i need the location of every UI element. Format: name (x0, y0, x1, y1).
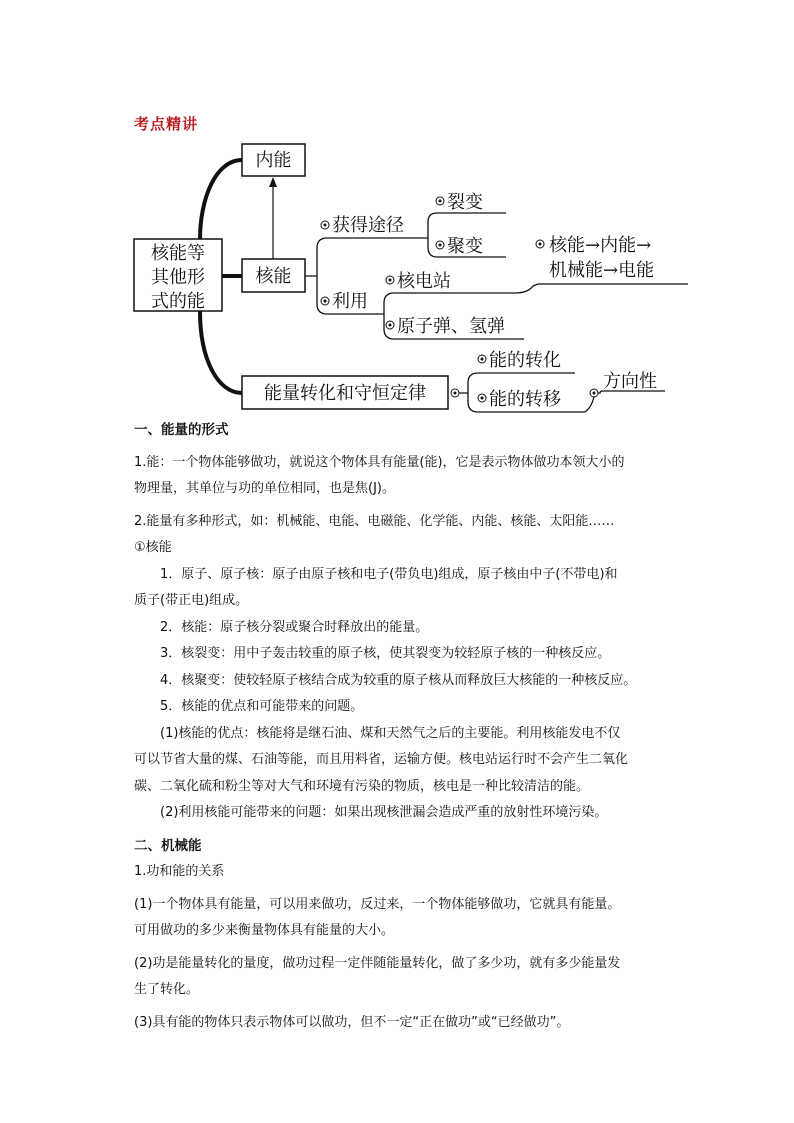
liyong-label: 利用 (332, 291, 368, 312)
point-2b: 生了转化。 (134, 982, 200, 997)
paragraph-1b: 物理量，其单位与功的单位相同，也是焦(J)。 (134, 481, 395, 496)
item-1b: 质子(带正电)组成。 (134, 593, 249, 608)
root-line-3: 式的能 (151, 291, 205, 312)
bullet-dot-icon (539, 243, 542, 246)
connector-dot-icon (454, 392, 457, 395)
mind-map-diagram (0, 0, 794, 420)
root-line-1: 核能等 (151, 243, 205, 264)
section-heading-1: 一、能量的形式 (134, 422, 229, 438)
arrow-head-icon (269, 177, 277, 187)
heneng-label: 核能 (255, 266, 292, 287)
content-body (134, 417, 674, 1036)
fangxiang-label: 方向性 (603, 371, 657, 392)
item-1a: 1．原子、原子核：原子由原子核和电子(带负电)组成，原子核由中子(不带电)和 (160, 566, 618, 582)
hedianzhan-label: 核电站 (397, 271, 451, 292)
bullet-dot-icon (481, 397, 484, 400)
liebian-label: 裂变 (447, 192, 483, 213)
paragraph-2: 2.能量有多种形式，如：机械能、电能、电磁能、化学能、内能、核能、太阳能…… (134, 513, 615, 529)
zhuanhua-label: 能的转化 (489, 350, 561, 371)
page-title: 考点精讲 (134, 115, 199, 133)
item-2: 2．核能：原子核分裂或聚合时释放出的能量。 (160, 619, 429, 635)
branch-liebian (420, 213, 506, 238)
root-line-2: 其他形 (151, 267, 205, 288)
branch-to-neineng (200, 160, 242, 239)
jubian-label: 聚变 (447, 236, 483, 257)
point-3: (3)具有能的物体只表示物体可以做功，但不一定“正在做功”或“已经做功”。 (134, 1014, 570, 1030)
bullet-dot-icon (439, 244, 442, 247)
item-5: 5．核能的优点和可能带来的问题。 (160, 699, 364, 714)
bullet-dot-icon (481, 358, 484, 361)
neineng-label: 内能 (255, 150, 292, 171)
bullet-dot-icon (324, 300, 327, 303)
section-heading-2: 二、机械能 (134, 837, 202, 854)
bullet-dot-icon (389, 279, 392, 282)
branch-to-law (200, 311, 242, 393)
bullet-dot-icon (439, 200, 442, 203)
advantage-a: (1)核能的优点：核能将是继石油、煤和天然气之后的主要能。利用核能发电不仅 (160, 725, 621, 741)
problem: (2)利用核能可能带来的问题：如果出现核泄漏会造成严重的放射性环境污染。 (160, 805, 608, 820)
advantage-c: 碳、二氧化硫和粉尘等对大气和环境有污染的物质，核电是一种比较清洁的能。 (134, 778, 590, 794)
advantage-b: 可以节省大量的煤、石油等能，而且用料省，运输方便。核电站运行时不会产生二氧化 (134, 752, 629, 767)
zhuanyi-label: 能的转移 (489, 389, 561, 410)
point-2a: (2)功是能量转化的量度，做功过程一定伴随能量转化，做了多少功，就有多少能量发 (134, 955, 621, 971)
huode-label: 获得途径 (332, 215, 404, 236)
item-4: 4．核聚变：使较轻原子核结合成为较重的原子核从而释放巨大核能的一种核反应。 (160, 672, 637, 688)
point-1b: 可用做功的多少来衡量物体具有能量的大小。 (134, 923, 395, 938)
bullet-dot-icon (389, 324, 392, 327)
chain-line-1: 核能→内能→ (549, 235, 652, 256)
subsection-1: 1.功和能的关系 (134, 864, 225, 879)
item-3: 3．核裂变：用中子轰击较重的原子核，使其裂变为较轻原子核的一种核反应。 (160, 646, 611, 661)
law-label: 能量转化和守恒定律 (264, 383, 426, 404)
danyao-label: 原子弹、氢弹 (397, 316, 505, 337)
paragraph-1a: 1.能：一个物体能够做功，就说这个物体具有能量(能)，它是表示物体做功本领大小的 (134, 454, 625, 470)
bullet-dot-icon (324, 224, 327, 227)
chain-line-2: 机械能→电能 (549, 260, 655, 281)
branch-to-fangxiang (585, 397, 594, 412)
paragraph-3: ①核能 (134, 540, 172, 555)
connector-dot-icon (593, 392, 596, 395)
point-1a: (1)一个物体具有能量，可以用来做功，反过来，一个物体能够做功，它就具有能量。 (134, 896, 621, 912)
